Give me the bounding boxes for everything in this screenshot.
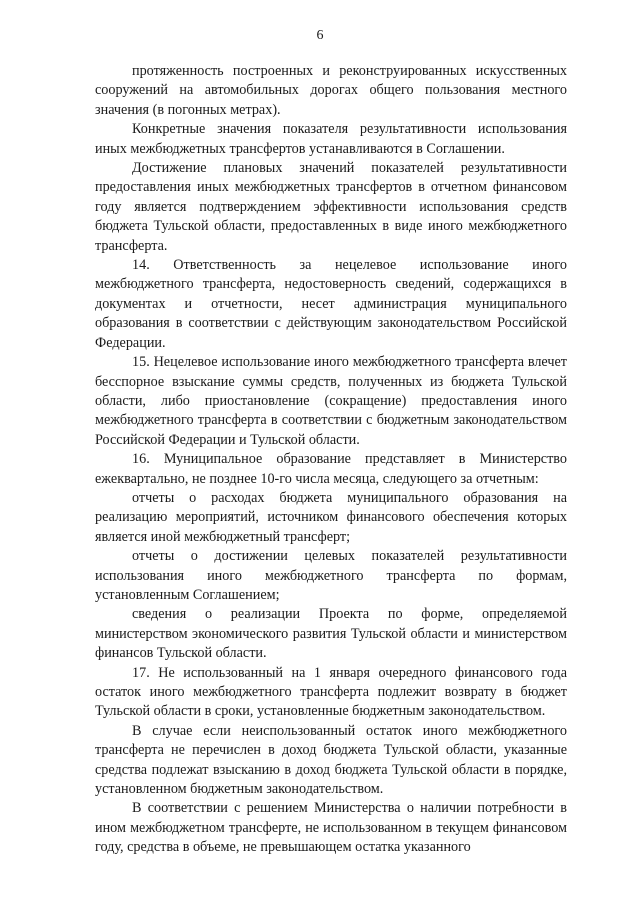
paragraph-indicator-values: Конкретные значения показателя результативности использования иных межбюджетных трансфертов устанавливаются в Соглашении. (95, 121, 567, 157)
page-number: 6 (316, 28, 324, 43)
paragraph-clause-14: 14. Ответственность за нецелевое использование иного межбюджетного трансферта, недостоверность сведений, содержащихся в документах и отчетности, несет администрация муниципального образования в соответствии с действующим законодательством Российской Федерации. (95, 257, 567, 351)
paragraph-expense-reports: отчеты о расходах бюджета муниципального образования на реализацию мероприятий, источником финансового обеспечения которых является иной межбюджетный трансферт; (95, 489, 567, 545)
paragraph-remainder-recovery: В случае если неиспользованный остаток иного межбюджетного трансферта не перечислен в доход бюджета Тульской области, указанные средства подлежат взысканию в доход бюджета Тульской области в порядке, установленном бюджетным законодательством. (95, 722, 567, 798)
paragraph-project-info: сведения о реализации Проекта по форме, определяемой министерством экономического развития Тульской области и министерством финансов Тульской области. (95, 606, 567, 662)
paragraph-achievement: Достижение плановых значений показателей результативности предоставления иных межбюджетных трансфертов в отчетном финансовом году является подтверждением эффективности использования средств бюджета Тульской области, предоставленных в виде иного межбюджетного трансферта. (95, 160, 567, 254)
paragraph-measure-units: протяженность построенных и реконструированных искусственных сооружений на автомобильных дорогах общего пользования местного значения (в погонных метрах). (95, 63, 567, 118)
paragraph-target-reports: отчеты о достижении целевых показателей результативности использования иного межбюджетного трансферта по формам, установленным Соглашением; (95, 548, 567, 603)
document-body (95, 62, 567, 858)
paragraph-clause-17: 17. Не использованный на 1 января очередного финансового года остаток иного межбюджетного трансферта подлежит возврату в бюджет Тульской области в сроки, установленные бюджетным законодательством. (95, 664, 567, 720)
paragraph-clause-15: 15. Нецелевое использование иного межбюджетного трансферта влечет бесспорное взыскание суммы средств, полученных из бюджета Тульской области, либо приостановление (сокращение) предоставления иного межбюджетного трансферта в соответствии с бюджетным законодательством Российской Федерации и Тульской области. (95, 354, 567, 448)
paragraph-ministry-decision: В соответствии с решением Министерства о наличии потребности в ином межбюджетном трансферте, не использованном в текущем финансовом году, средства в объеме, не превышающем остатка указанного (95, 800, 567, 856)
paragraph-clause-16: 16. Муниципальное образование представляет в Министерство ежеквартально, не позднее 10-го числа месяца, следующего за отчетным: (95, 451, 567, 487)
